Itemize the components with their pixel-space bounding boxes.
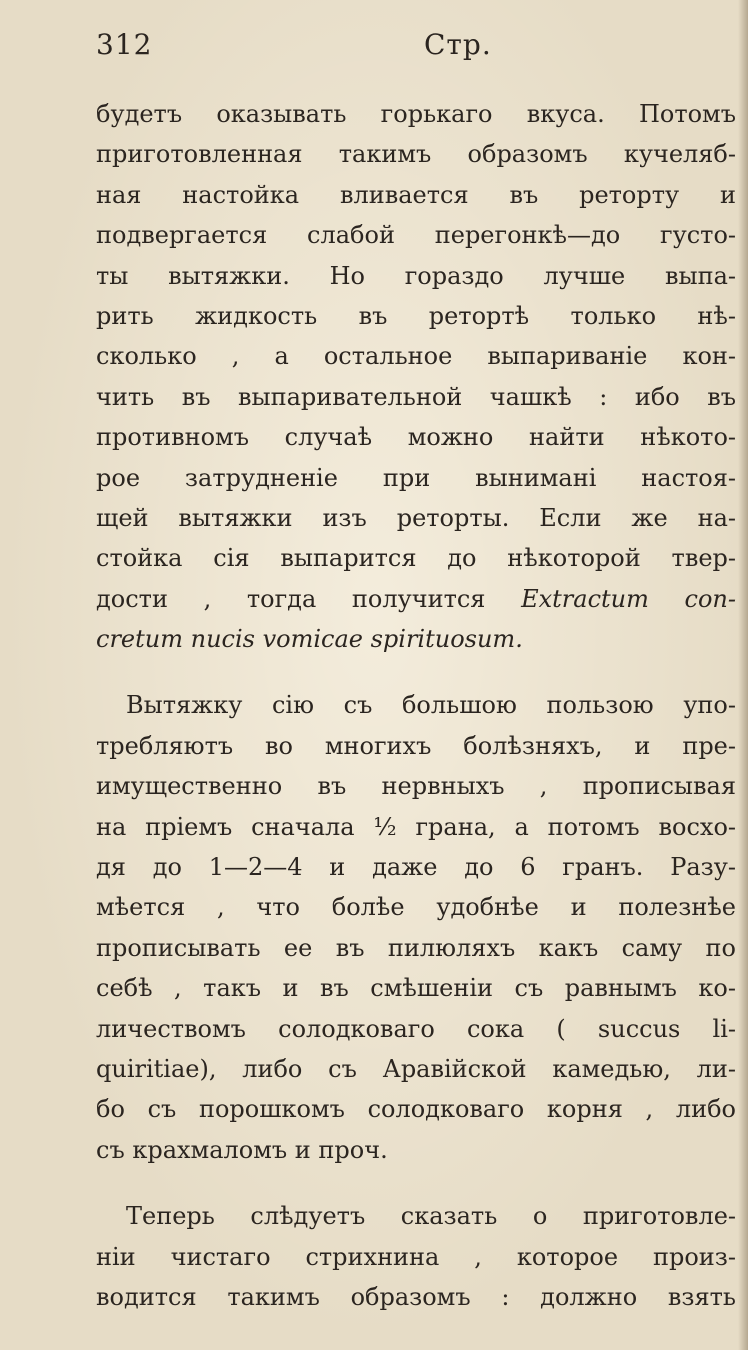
text-line: дя до 1—2—4 и даже до 6 гранъ. Разу-: [96, 853, 736, 882]
paragraph-gap: [96, 659, 736, 685]
text-line: щей вытяжки изъ реторты. Если же на-: [96, 503, 736, 532]
text-line: себѣ , такъ и въ смѣшеніи съ равнымъ ко-: [96, 974, 736, 1003]
text-line-roman: дости , тогда получится: [96, 584, 522, 613]
text-line: стойка сія выпарится до нѣкоторой твер-: [96, 544, 736, 573]
text-line: мѣется , что болѣе удобнѣе и полезнѣе: [96, 893, 736, 922]
text-line: имущественно въ нервныхъ , прописывая: [96, 772, 736, 801]
running-head: [96, 28, 656, 68]
text-line: требляютъ во многихъ болѣзняхъ, и пре-: [96, 731, 736, 760]
text-line: quiritiae), либо съ Аравійской камедью, ли-: [96, 1054, 736, 1083]
page-edge-shadow: [738, 0, 748, 1350]
text-line: чить въ выпаривательной чашкѣ : ибо въ: [96, 382, 736, 411]
text-line: [96, 619, 736, 659]
text-line: Вытяжку сію съ большою пользою упо-: [126, 691, 736, 720]
text-line: ная настойка вливается въ реторту и: [96, 180, 736, 209]
text-line: Теперь слѣдуетъ сказать о приготовле-: [126, 1202, 736, 1231]
text-line: приготовленная такимъ образомъ кучеляб-: [96, 140, 736, 169]
text-line: бо съ порошкомъ солодковаго корня , либо: [96, 1095, 736, 1124]
text-line: противномъ случаѣ можно найти нѣкото-: [96, 423, 736, 452]
body-text: [96, 94, 736, 1317]
latin-term: Extractum con-: [521, 584, 736, 613]
page-number: 312: [96, 28, 153, 61]
text-line: подвергается слабой перегонкѣ—до густо-: [96, 221, 736, 250]
text-line: ніи чистаго стрихнина , которое произ-: [96, 1242, 736, 1271]
paragraph-1: [96, 94, 736, 659]
text-line: съ крахмаломъ и проч.: [96, 1135, 388, 1164]
latin-term: cretum nucis vomicae spirituosum.: [96, 625, 523, 654]
text-line: водится такимъ образомъ : должно взять: [96, 1282, 736, 1311]
running-head-word: Стр.: [424, 28, 492, 61]
text-line: будетъ оказывать горькаго вкуса. Потомъ: [96, 100, 736, 128]
text-line: прописывать ее въ пилюляхъ какъ саму по: [96, 933, 736, 962]
text-line: ты вытяжки. Но гораздо лучше выпа-: [96, 261, 736, 290]
text-line: на пріемъ сначала ½ грана, а потомъ восхо-: [96, 812, 736, 841]
paragraph-gap: [96, 1170, 736, 1196]
paragraph-3: [96, 1196, 736, 1317]
text-line: [96, 579, 736, 619]
paragraph-2: [96, 685, 736, 1170]
text-line: рить жидкость въ ретортѣ только нѣ-: [96, 301, 736, 330]
text-line: сколько , а остальное выпариваніе кон-: [96, 342, 736, 371]
text-line: рое затрудненіе при вынимані настоя-: [96, 463, 736, 492]
text-line: личествомъ солодковаго сока ( succus li-: [96, 1014, 736, 1043]
